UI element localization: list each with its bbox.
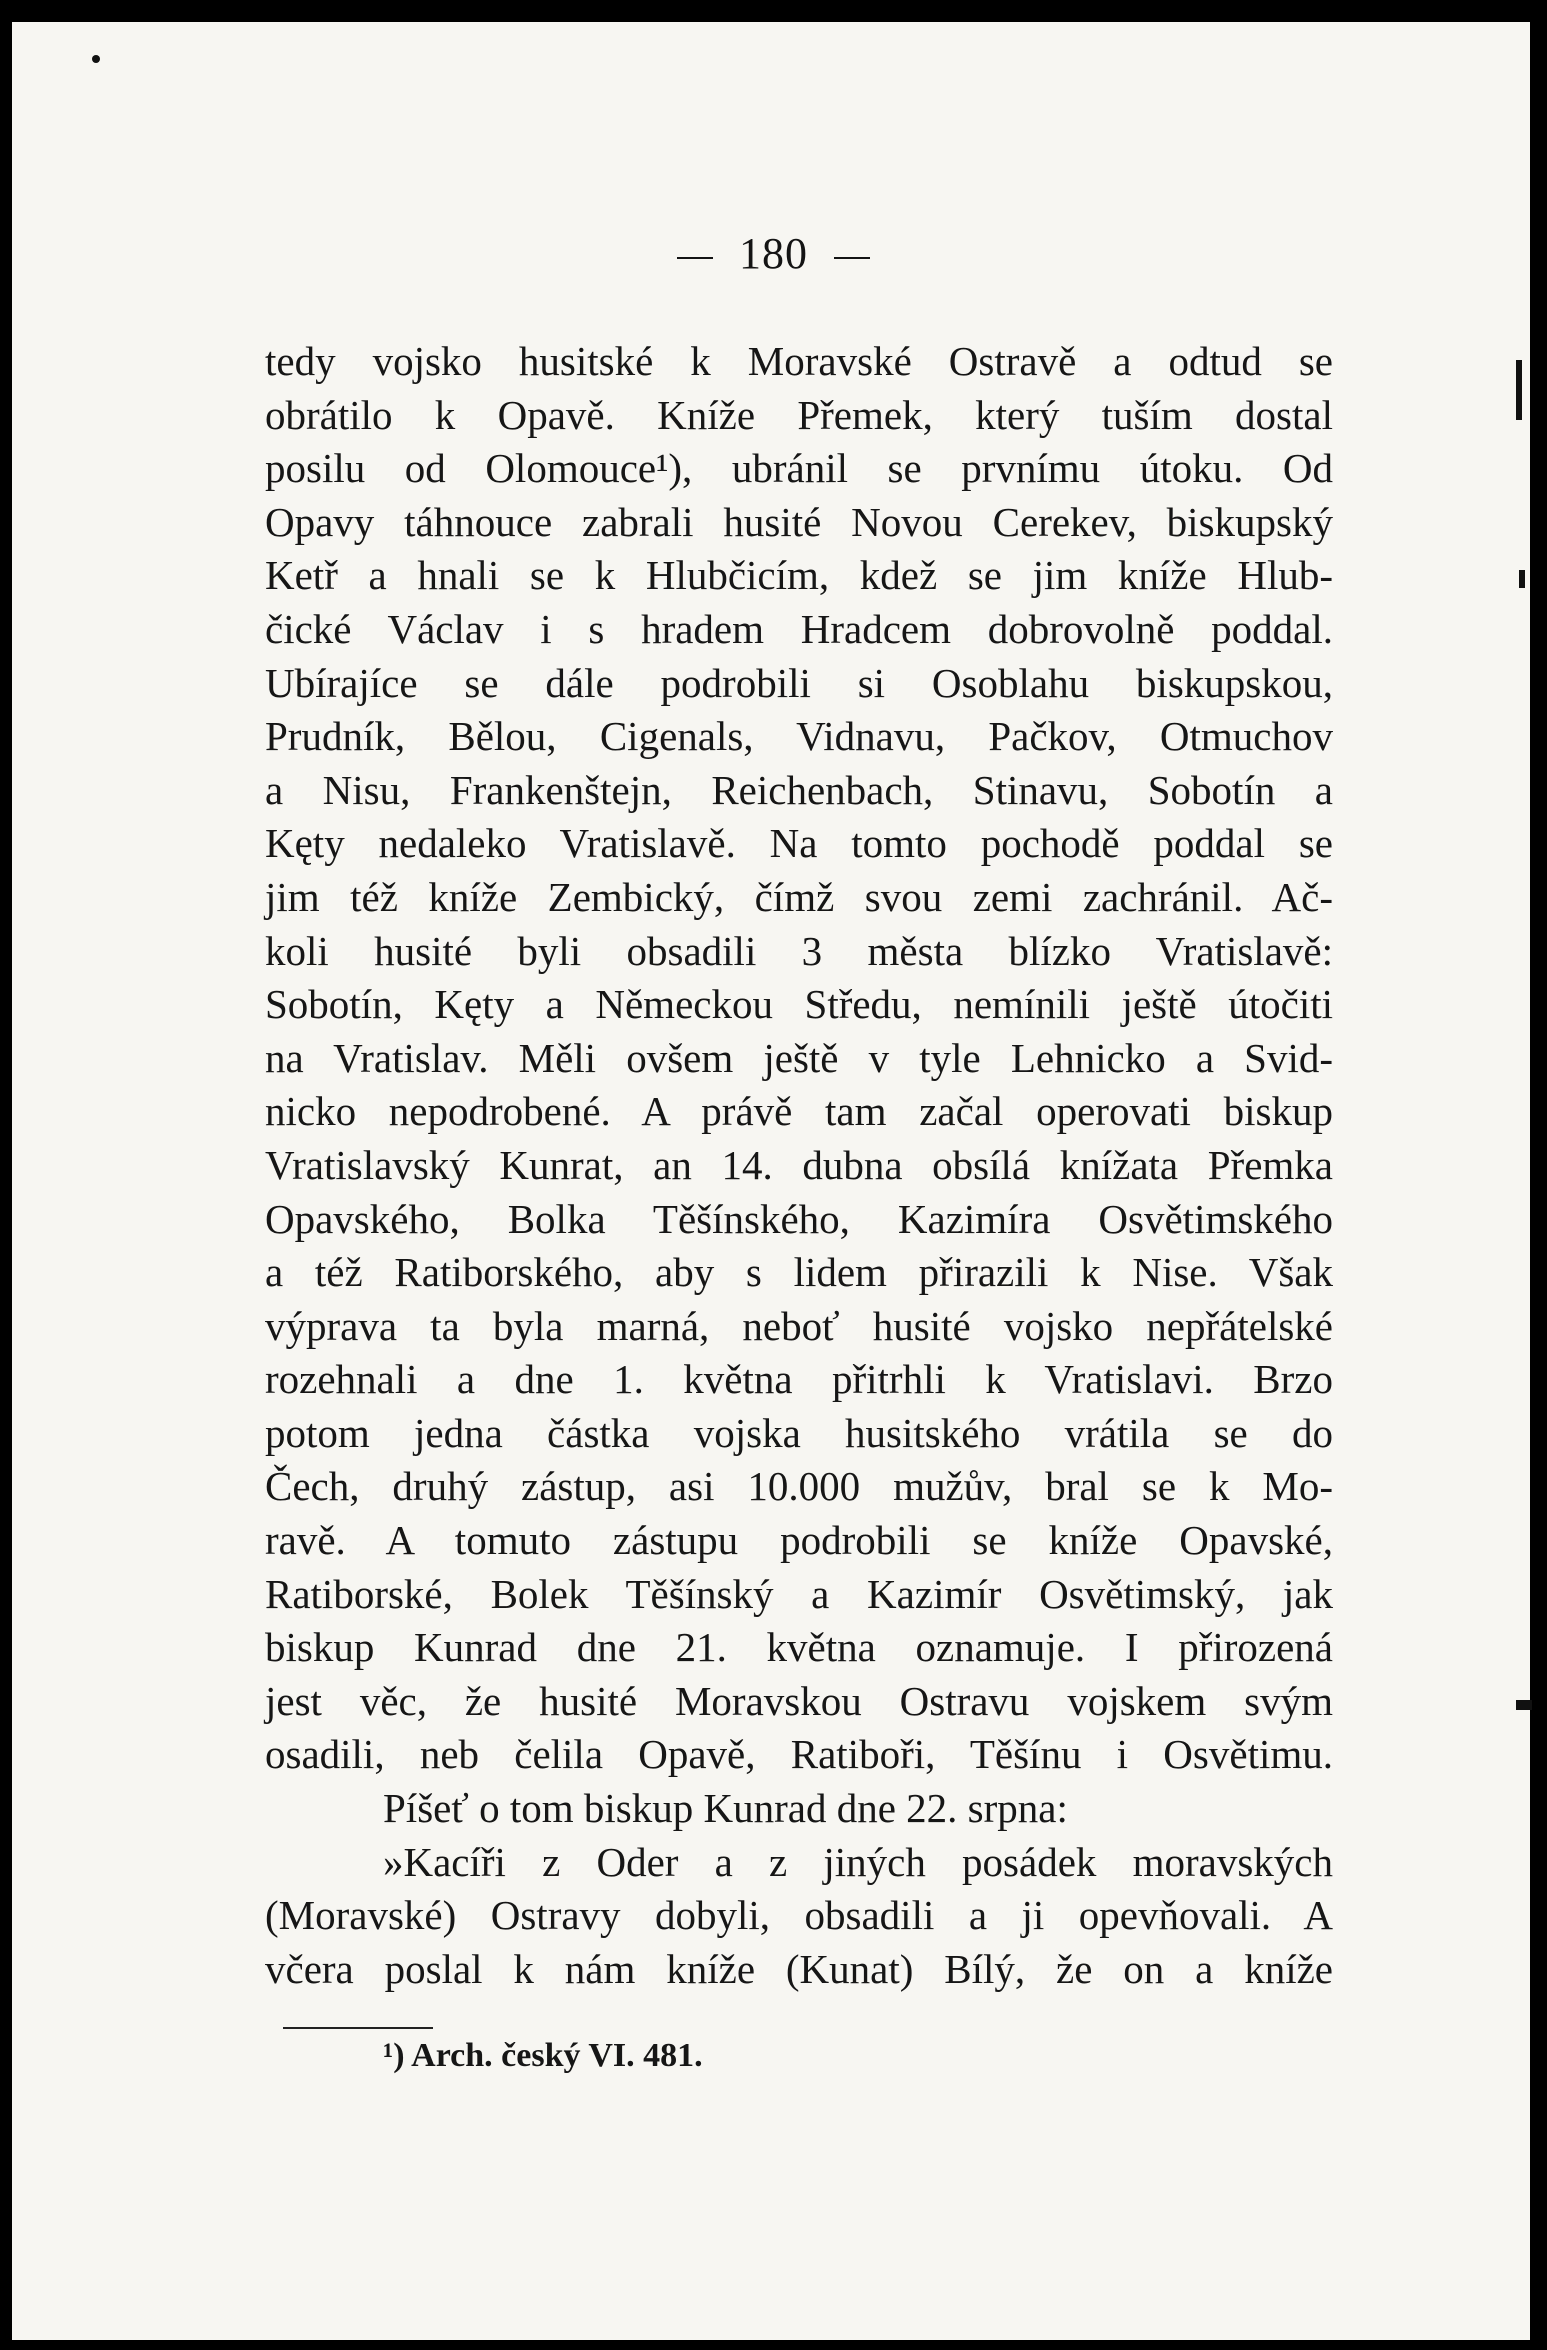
page-header: [0, 228, 1547, 279]
header-dash-right: [834, 257, 870, 259]
text-line: koli husité byli obsadili 3 města blízko Vratislavě:: [265, 927, 1333, 974]
text-line: nicko nepodrobené. A právě tam začal operovati biskup: [265, 1088, 1333, 1135]
text-line: tedy vojsko husitské k Moravské Ostravě a odtud se: [265, 338, 1333, 384]
scan-edge-mark: [1519, 570, 1525, 588]
quote-line: včera poslal k nám kníže (Kunat) Bílý, že on a kníže: [265, 1945, 1333, 1992]
text-line: Opavy táhnouce zabrali husité Novou Cerekev, biskupský: [265, 498, 1333, 545]
text-line: jest věc, že husité Moravskou Ostravu vojskem svým: [265, 1677, 1333, 1724]
text-line: a též Ratiborského, aby s lidem přirazili k Nise. Však: [265, 1249, 1333, 1296]
text-line: Sobotín, Kęty a Německou Středu, nemínili ještě útočiti: [265, 981, 1333, 1028]
text-line: posilu od Olomouce¹), ubránil se prvnímu útoku. Od: [265, 445, 1333, 492]
text-line: Kęty nedaleko Vratislavě. Na tomto pochodě poddal se: [265, 820, 1333, 867]
text-line: potom jedna částka vojska husitského vrátila se do: [265, 1409, 1333, 1456]
quote-line: (Moravské) Ostravy dobyli, obsadili a ji opevňovali. A: [265, 1892, 1333, 1939]
page-number: 180: [739, 229, 808, 278]
text-line: Prudník, Bělou, Cigenals, Vidnavu, Pačkov, Otmuchov: [265, 713, 1333, 760]
text-line: biskup Kunrad dne 21. května oznamuje. I přirozená: [265, 1624, 1333, 1671]
text-line: ravě. A tomuto zástupu podrobili se kníže Opavské,: [265, 1517, 1333, 1564]
scan-edge-mark: [1516, 1700, 1532, 1710]
header-dash-left: [677, 257, 713, 259]
body-text: [265, 335, 1333, 1996]
scan-edge-mark: [92, 55, 100, 63]
text-line: obrátilo k Opavě. Kníže Přemek, který tuším dostal: [265, 391, 1333, 438]
text-line: Vratislavský Kunrat, an 14. dubna obsílá knížata Přemka: [265, 1141, 1333, 1188]
text-line: Ketř a hnali se k Hlubčicím, kdež se jim kníže Hlub-: [265, 552, 1333, 599]
text-line: osadili, neb čelila Opavě, Ratiboři, Těšínu i Osvětimu.: [265, 1731, 1333, 1778]
text-line: Opavského, Bolka Těšínského, Kazimíra Osvětimského: [265, 1195, 1333, 1242]
scan-edge-mark: [1516, 360, 1522, 420]
quote-line: »Kacíři z Oder a z jiných posádek moravských: [383, 1838, 1333, 1885]
text-line: Čech, druhý zástup, asi 10.000 mužův, bral se k Mo-: [265, 1463, 1333, 1510]
text-line: Ubírajíce se dále podrobili si Osoblahu biskupskou,: [265, 659, 1333, 706]
text-line: čické Václav i s hradem Hradcem dobrovolně poddal.: [265, 605, 1333, 652]
text-line: rozehnali a dne 1. května přitrhli k Vratislavi. Brzo: [265, 1356, 1333, 1403]
paragraph-line: Píšeť o tom biskup Kunrad dne 22. srpna:: [383, 1785, 1068, 1832]
text-line: jim též kníže Zembický, čímž svou zemi zachránil. Ač-: [265, 873, 1333, 920]
text-line: výprava ta byla marná, neboť husité vojsko nepřátelské: [265, 1302, 1333, 1349]
footnote: ¹) Arch. český VI. 481.: [383, 2037, 703, 2074]
footnote-rule: [283, 2027, 433, 2029]
text-line: na Vratislav. Měli ovšem ještě v tyle Lehnicko a Svid-: [265, 1034, 1333, 1081]
text-line: Ratiborské, Bolek Těšínský a Kazimír Osvětimský, jak: [265, 1570, 1333, 1617]
text-line: a Nisu, Frankenštejn, Reichenbach, Stinavu, Sobotín a: [265, 766, 1333, 813]
